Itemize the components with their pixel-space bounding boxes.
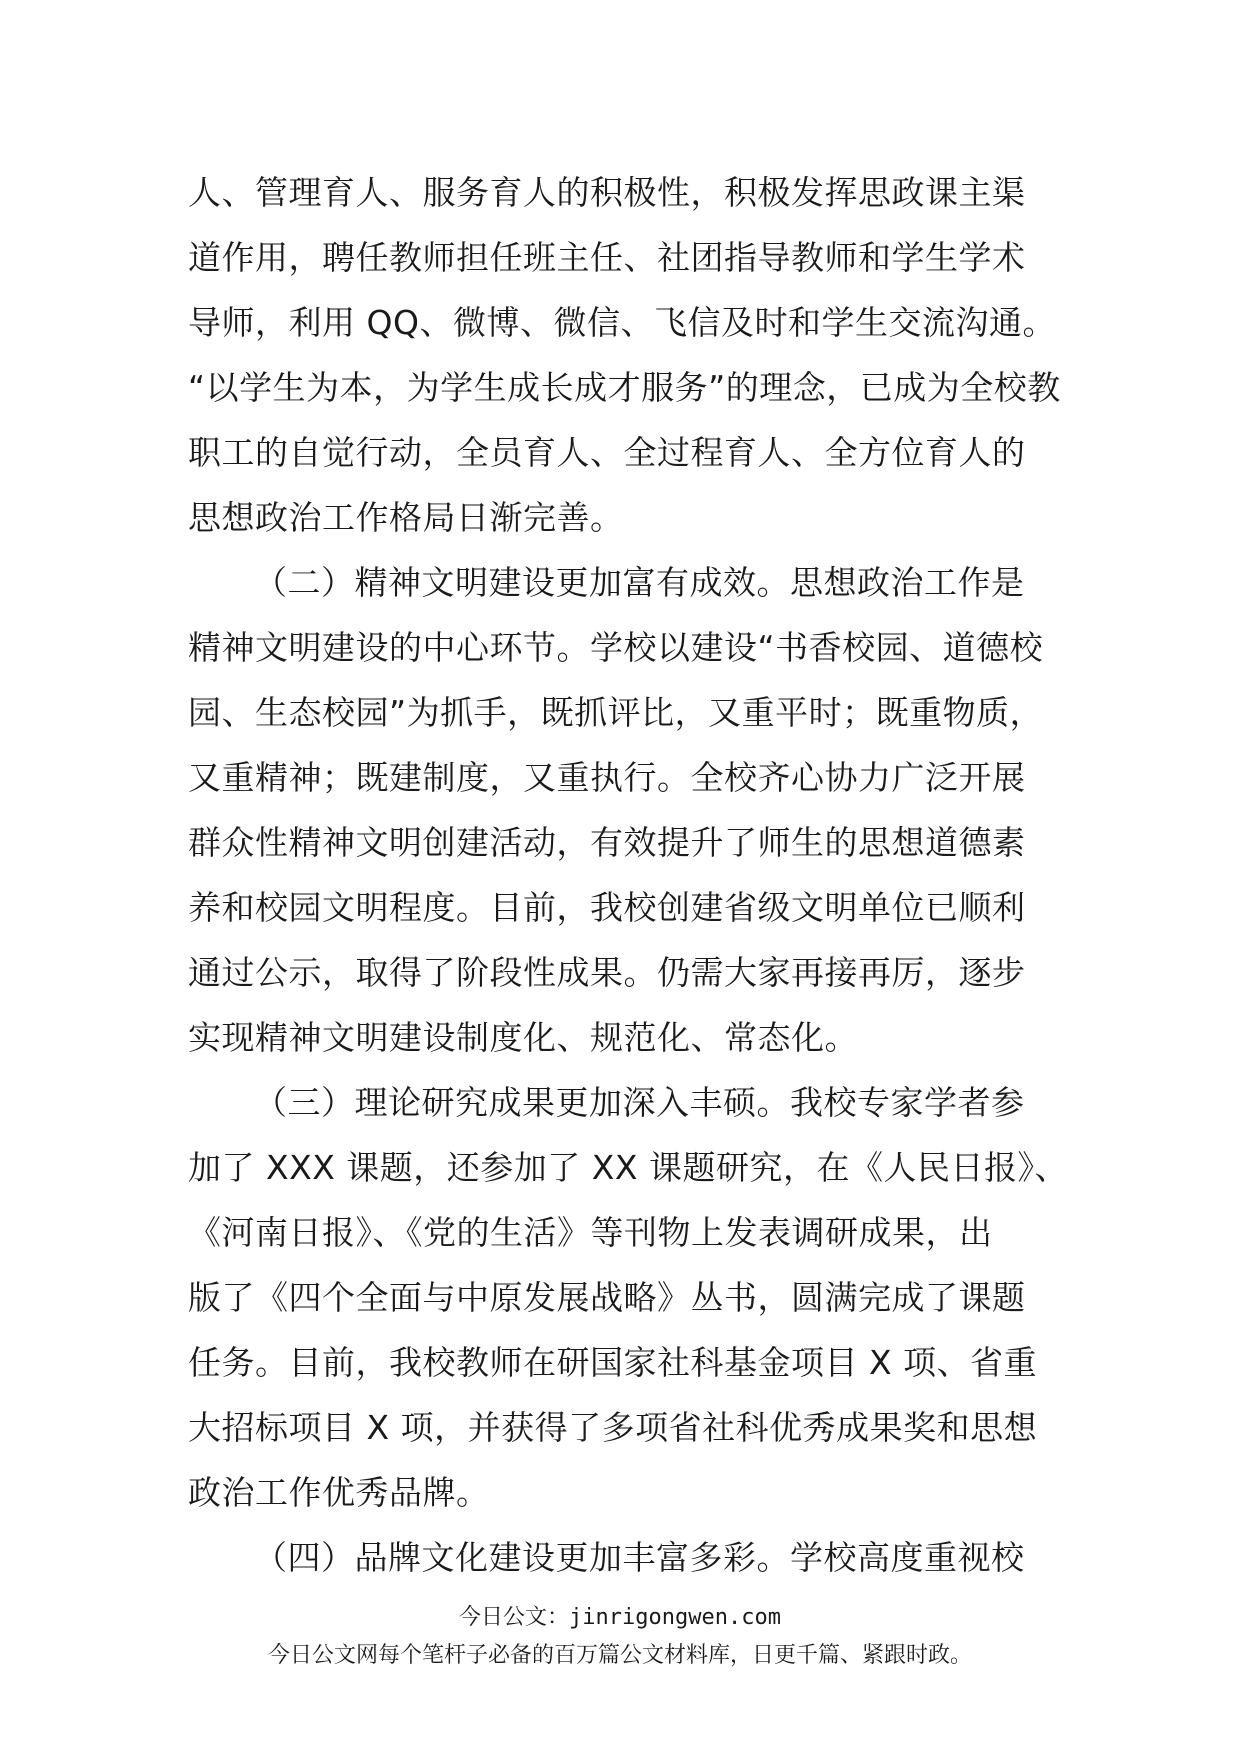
text-line: 道作用，聘任教师担任班主任、社团指导教师和学生学术 <box>188 238 1026 277</box>
text-line: “以学生为本，为学生成长成才服务”的理念，已成为全校教 <box>188 368 1061 407</box>
text-line: 大招标项目 X 项，并获得了多项省社科优秀成果奖和思想 <box>188 1408 1038 1447</box>
text-line: 精神文明建设的中心环节。学校以建设“书香校园、道德校 <box>188 628 1044 667</box>
text-line: 任务。目前，我校教师在研国家社科基金项目 X 项、省重 <box>188 1343 1038 1382</box>
text-line: 思想政治工作格局日渐完善。 <box>188 498 624 537</box>
footer-site-link[interactable]: jinrigongwen.com <box>569 1605 781 1630</box>
text-line: 养和校园文明程度。目前，我校创建省级文明单位已顺利 <box>188 888 1026 927</box>
text-line: 职工的自觉行动，全员育人、全过程育人、全方位育人的 <box>188 433 1026 472</box>
text-line: 群众性精神文明创建活动，有效提升了师生的思想道德素 <box>188 823 1026 862</box>
footer-site <box>0 1600 1240 1631</box>
text-line: 导师，利用 QQ、微博、微信、飞信及时和学生交流沟通。 <box>188 303 1056 342</box>
text-line: 园、生态校园”为抓手，既抓评比，又重平时；既重物质， <box>188 693 1044 732</box>
text-line: 政治工作优秀品牌。 <box>188 1473 490 1512</box>
document-body <box>188 160 1068 1590</box>
text-line: 通过公示，取得了阶段性成果。仍需大家再接再厉，逐步 <box>188 953 1026 992</box>
text-line: 实现精神文明建设制度化、规范化、常态化。 <box>188 1018 858 1057</box>
text-line: 人、管理育人、服务育人的积极性，积极发挥思政课主渠 <box>188 173 1026 212</box>
text-line: 《河南日报》、《党的生活》等刊物上发表调研成果，出 <box>188 1213 993 1252</box>
text-line: 又重精神；既建制度，又重执行。全校齐心协力广泛开展 <box>188 758 1026 797</box>
text-line: 版了《四个全面与中原发展战略》丛书，圆满完成了课题 <box>188 1278 1026 1317</box>
paragraph-heading-4: （四）品牌文化建设更加丰富多彩。学校高度重视校 <box>254 1538 1025 1577</box>
paragraph-heading-2: （二）精神文明建设更加富有成效。思想政治工作是 <box>254 563 1025 602</box>
paragraph-heading-3: （三）理论研究成果更加深入丰硕。我校专家学者参 <box>254 1083 1025 1122</box>
footer-site-label: 今日公文： <box>459 1605 570 1630</box>
text-line: 加了 XXX 课题，还参加了 XX 课题研究，在《人民日报》、 <box>188 1148 1068 1187</box>
footer-tagline: 今日公文网每个笔杆子必备的百万篇公文材料库，日更千篇、紧跟时政。 <box>267 1643 972 1668</box>
